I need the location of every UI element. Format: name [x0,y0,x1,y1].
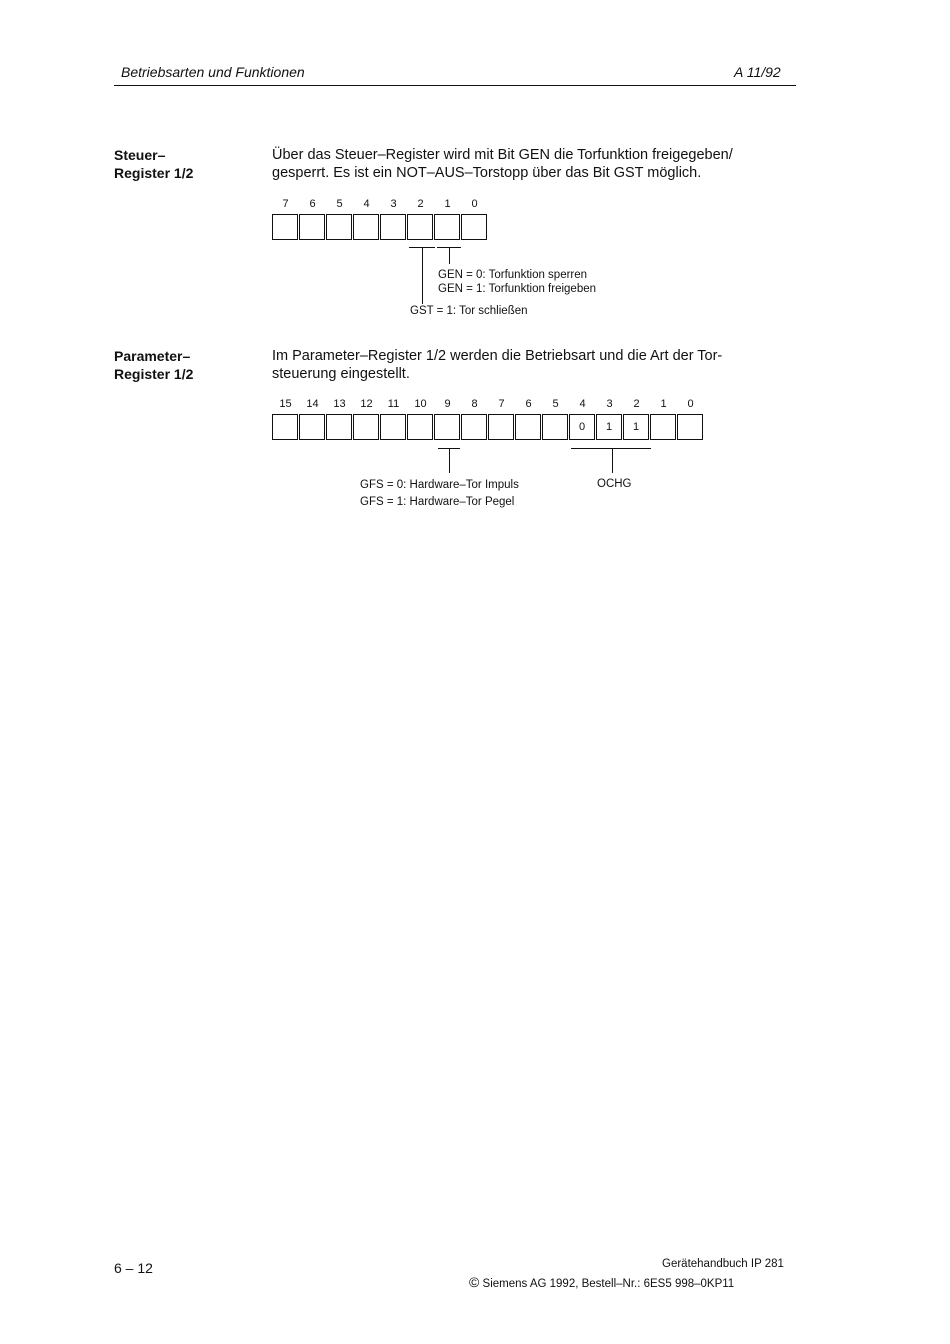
bit-cell [380,214,406,240]
bit-cell [380,414,406,440]
bit-cell [461,214,487,240]
bit-number: 12 [360,398,373,410]
copyright-icon: © [469,1274,480,1290]
bit-cell [299,214,325,240]
header-rule [114,85,796,86]
bit-number: 0 [471,198,478,210]
parameter-register-description [272,347,792,383]
header-date: A 11/92 [734,64,781,80]
bit-number: 8 [471,398,478,410]
gfs-leader-line [449,448,450,473]
bit-cell [515,414,541,440]
parameter-text-line2: steuerung eingestellt. [272,366,410,382]
gfs-legend-line1: GFS = 0: Hardware–Tor Impuls [360,479,519,491]
bit-number: 2 [417,198,424,210]
bit-number: 5 [552,398,559,410]
bit-cell [326,414,352,440]
steuer-register-label [114,146,193,182]
bit-number: 6 [525,398,532,410]
bit-cell [407,414,433,440]
steuer-register-diagram [272,198,492,244]
bit-number: 4 [363,198,370,210]
bit-number: 7 [498,398,505,410]
bit-number: 1 [660,398,667,410]
bit-cell [542,414,568,440]
bit-number: 0 [687,398,694,410]
bit-number: 11 [387,398,400,410]
gfs-legend [360,477,519,511]
bit-number: 13 [333,398,346,410]
bit-cell [488,414,514,440]
bit-cell [272,214,298,240]
gfs-legend-line2: GFS = 1: Hardware–Tor Pegel [360,496,515,508]
ochg-legend: OCHG [597,478,632,490]
gen-leader-line [449,247,450,264]
bit-cell [650,414,676,440]
parameter-text-line1: Im Parameter–Register 1/2 werden die Betriebsart und die Art der Tor- [272,348,723,364]
bit-number: 3 [606,398,613,410]
parameter-label-line1: Parameter– [114,348,191,364]
header-section-title: Betriebsarten und Funktionen [121,64,305,80]
parameter-register-label [114,347,193,383]
bit-cell [353,214,379,240]
bit-number: 5 [336,198,343,210]
gen-legend-line2: GEN = 1: Torfunktion freigeben [438,283,597,295]
bit-cell [353,414,379,440]
gen-legend [438,268,596,296]
steuer-register-description [272,146,792,182]
parameter-register-diagram [272,398,712,444]
bit-cell [299,414,325,440]
bit-cell [272,414,298,440]
bit-number: 15 [279,398,292,410]
bit-cell-gst [407,214,433,240]
bit-cell-gen [434,214,460,240]
footer-manual-title: Gerätehandbuch IP 281 [662,1258,784,1270]
bit-number: 2 [633,398,640,410]
footer-copyright [469,1274,734,1290]
steuer-label-line2: Register 1/2 [114,165,194,181]
bit-cell [461,414,487,440]
bit-cell [326,214,352,240]
bit-cell-ochg: 1 [623,414,649,440]
bit-cell [677,414,703,440]
bit-cell-ochg: 1 [596,414,622,440]
gst-leader-line [422,247,423,304]
footer-publisher: Siemens AG 1992, Bestell–Nr.: 6ES5 998–0KP11 [482,1278,735,1290]
page-number: 6 – 12 [114,1260,153,1276]
steuer-text-line1: Über das Steuer–Register wird mit Bit GEN die Torfunktion freigegeben/ [272,147,733,163]
bit-number: 3 [390,198,397,210]
ochg-leader-line [612,448,613,473]
parameter-label-line2: Register 1/2 [114,366,194,382]
steuer-text-line2: gesperrt. Es ist ein NOT–AUS–Torstopp über das Bit GST möglich. [272,165,702,181]
steuer-label-line1: Steuer– [114,147,166,163]
bit-cell-gfs [434,414,460,440]
bit-number: 14 [306,398,319,410]
bit-number: 10 [414,398,427,410]
gst-legend: GST = 1: Tor schließen [410,305,528,317]
bit-number: 4 [579,398,586,410]
bit-cell-ochg: 0 [569,414,595,440]
bit-number: 9 [444,398,451,410]
bit-number: 6 [309,198,316,210]
bit-number: 7 [282,198,289,210]
bit-number: 1 [444,198,451,210]
ochg-bracket [571,448,651,449]
gen-legend-line1: GEN = 0: Torfunktion sperren [438,269,588,281]
